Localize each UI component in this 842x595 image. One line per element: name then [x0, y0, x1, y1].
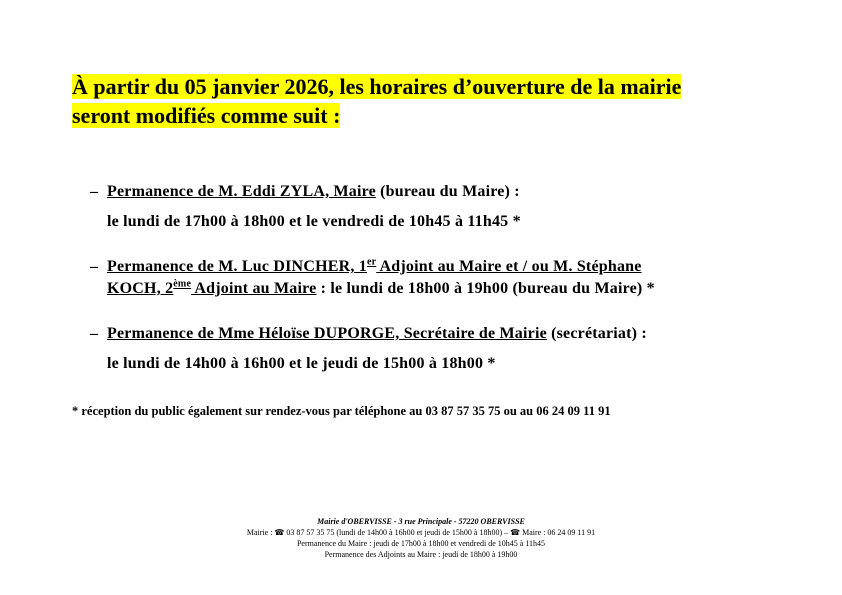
page-footer	[0, 516, 842, 560]
announcement-headline	[72, 72, 772, 130]
secretary-permanence-title: Permanence de Mme Héloïse DUPORGE, Secrétaire de Mairie	[107, 325, 547, 342]
adjoints-permanence-schedule: : le lundi de 18h00 à 19h00 (bureau du Maire) *	[316, 280, 655, 297]
footer-phone-numbers: Mairie : ☎ 03 87 57 35 75 (lundi de 14h00 à 16h00 et jeudi de 15h00 à 18h00) – ☎ Maire : 06 24 09 11 91	[246, 528, 596, 537]
adjoints-title-part-b: Adjoint au Maire et / ou M. Stéphane	[376, 258, 642, 275]
adjoints-title-part-a: Permanence de M. Luc DINCHER, 1	[107, 258, 367, 275]
mayor-permanence-schedule: le lundi de 17h00 à 18h00 et le vendredi de 10h45 à 11h45 *	[107, 213, 521, 230]
list-item-secretary	[90, 323, 770, 375]
list-dash: –	[90, 183, 99, 200]
adjoints-title-part-d: Adjoint au Maire	[191, 280, 317, 297]
mayor-permanence-title: Permanence de M. Eddi ZYLA, Maire	[107, 183, 376, 200]
adjoints-ordinal-second: ème	[173, 278, 192, 290]
footer-address: Mairie d'OBERVISSE - 3 rue Principale - 57220 OBERVISSE	[317, 517, 525, 526]
list-item-mayor	[90, 181, 770, 233]
adjoints-title-part-c: KOCH, 2	[107, 280, 174, 297]
footer-adjoints-hours: Permanence des Adjoints au Maire : jeudi de 18h00 à 19h00	[324, 550, 518, 559]
list-item-adjoints	[90, 256, 770, 300]
list-dash: –	[90, 258, 99, 275]
headline-line-2: seront modifiés comme suit :	[72, 103, 341, 128]
appointment-footnote: * réception du public également sur rendez-vous par téléphone au 03 87 57 35 75 ou au 06 24 09 11 91	[72, 404, 611, 418]
headline-line-1: À partir du 05 janvier 2026, les horaires d’ouverture de la mairie	[72, 74, 682, 99]
list-dash: –	[90, 325, 99, 342]
mayor-permanence-location: (bureau du Maire) :	[375, 183, 520, 200]
adjoints-ordinal-first: er	[366, 256, 377, 268]
secretary-permanence-location: (secrétariat) :	[546, 325, 647, 342]
footer-mayor-hours: Permanence du Maire : jeudi de 17h00 à 18h00 et vendredi de 10h45 à 11h45	[296, 539, 546, 548]
secretary-permanence-schedule: le lundi de 14h00 à 16h00 et le jeudi de 15h00 à 18h00 *	[107, 355, 496, 372]
